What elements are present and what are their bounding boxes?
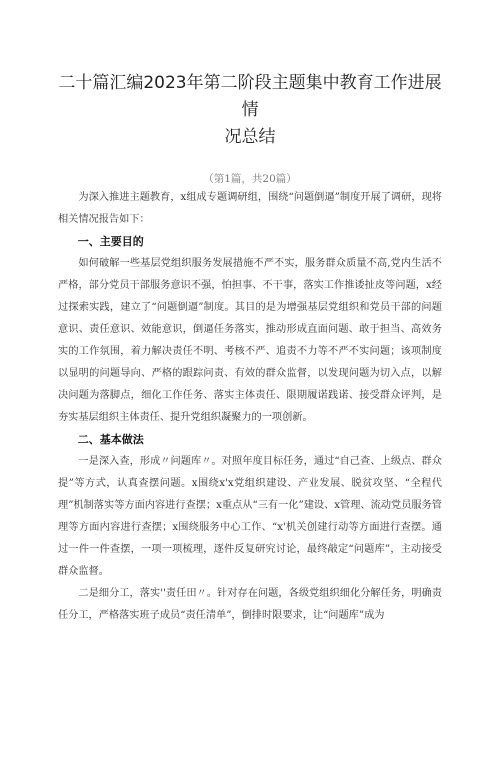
section-1-paragraph: 如何破解一些基层党组织服务发展措施不严不实，服务群众质量不高,党内生活不严格，部分党员干部服务意识不强，怕担事、不干事，落实工作推诿扯皮等问题，x经过探索实践，建立了“问题倒逼”制度。其目的是为增强基层党组织和党员干部的问题意识、责任意识、效能意识，倒逼任务落实，推动形成直面问题、敢于担当、高效务实的工作氛围，着力解决责任不明、考核不严、追责不力等不严不实问题；该项制度以显明的问题导向、严格的跟踪问责、有效的群众监督，以发现问题为切入点，以解决问题为落脚点，细化工作任务、落实主体责任、限期履诺践诺、接受群众评判，是夯实基层组织主体责任、提升党组织凝聚力的一项创新。	[58, 258, 442, 423]
document-title	[58, 70, 442, 151]
intro-paragraph: 为深入推进主题教育，x组成专题调研组，围绕“问题倒逼”制度开展了调研，现将相关情况报告如下：	[58, 192, 442, 225]
section-2-paragraph-1: 一是深入查，形成〃问题库〃。对照年度目标任务，通过“自己查、上级点、群众提”等方式，认真查摆问题。x围绕x'x党组织建设、产业发展、脱贫攻坚、“全程代理”机制落实等方面内容进行查摆；x重点从“三有一化”建设、x管理、流动党员服务管理等方面内容进行查摆；x围绕服务中心工作、“x'机关创建行动等方面进行查摆。通过一件一件查摆，一项一项梳理，逐件反复研究讨论，最终敲定“问题库”，主动接受群众监督。	[58, 456, 442, 577]
document-page	[0, 70, 500, 777]
title-line-2: 况总结	[224, 127, 276, 147]
section-2-paragraph-2: 二是细分工，落实''责任田〃。针对存在问题，各级党组织细化分解任务，明确责任分工，严格落实班子成员“责任清单”，倒排时限要求，让“问题库”成为	[58, 588, 442, 621]
section-1-heading: 一、主要目的	[77, 235, 144, 248]
document-subtitle: （第1篇，共20篇）	[203, 173, 297, 185]
section-2-heading: 二、基本做法	[77, 433, 144, 446]
title-line-1: 二十篇汇编2023年第二阶段主题集中教育工作进展情	[58, 73, 442, 120]
